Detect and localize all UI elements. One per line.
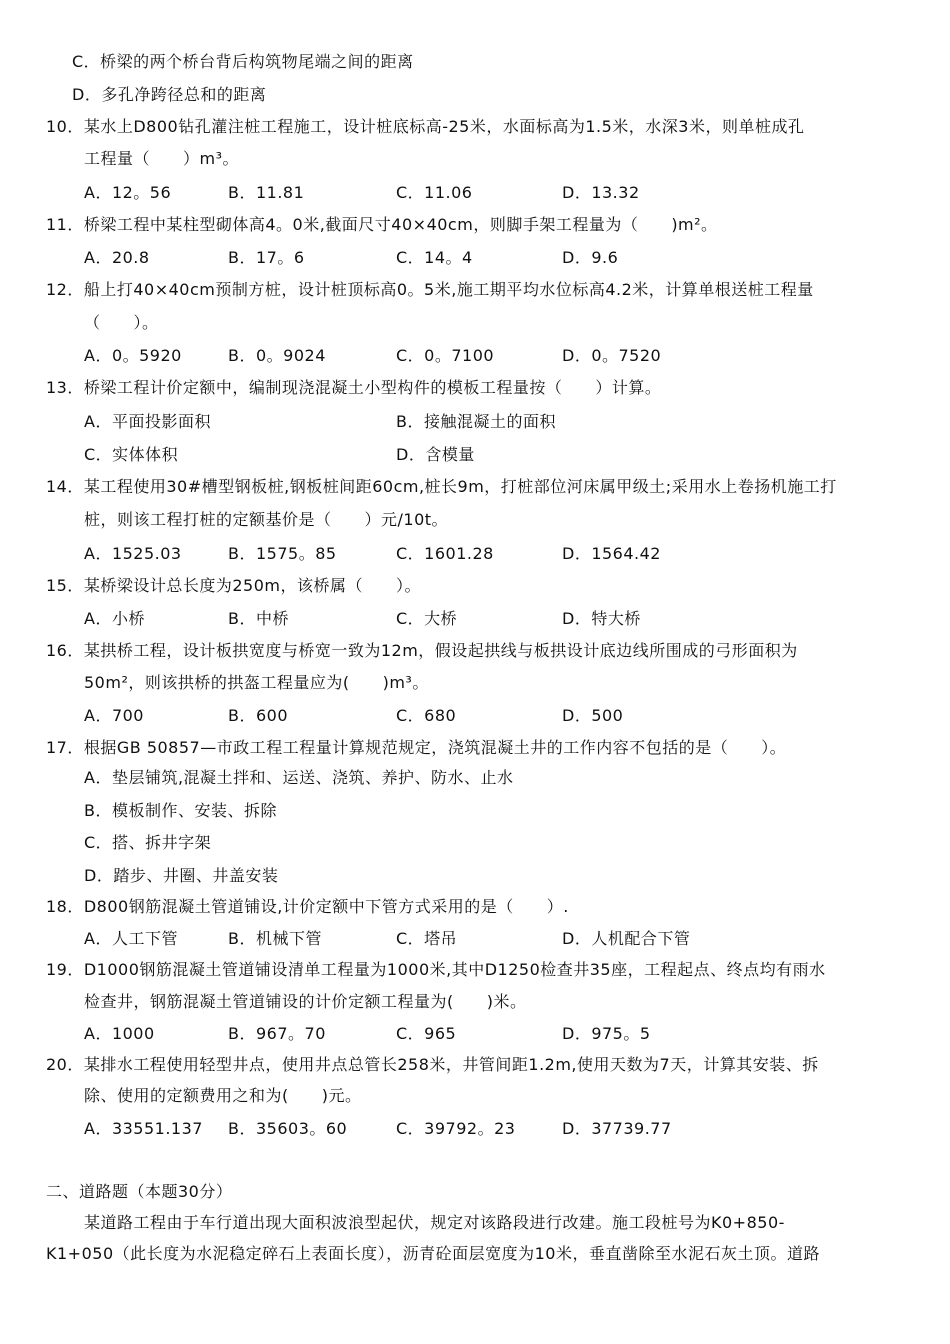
q11-option-c: C．14。4 (396, 248, 473, 267)
q16-option-c: C．680 (396, 706, 457, 725)
q18-option-a: A．人工下管 (84, 929, 178, 948)
question-12-line-2: （ ）。 (84, 313, 159, 332)
q17-option-c: C．搭、拆井字架 (84, 833, 212, 852)
question-10-line-2: 工程量（ ）m³。 (84, 149, 240, 168)
q15-option-a: A．小桥 (84, 609, 145, 628)
question-11-line-1: 11．桥梁工程中某柱型砌体高4。0米,截面尺寸40×40cm，则脚手架工程量为（ )m²。 (46, 215, 718, 234)
question-12-line-1: 12．船上打40×40cm预制方桩，设计桩顶标高0。5米,施工期平均水位标高4.2米，计算单根送桩工程量 (46, 280, 814, 299)
q16-option-d: D．500 (562, 706, 624, 725)
q17-option-d: D．踏步、井圈、井盖安装 (84, 866, 279, 885)
q12-option-c: C．0。7100 (396, 346, 495, 365)
question-13-line-1: 13．桥梁工程计价定额中，编制现浇混凝土小型构件的模板工程量按（ ）计算。 (46, 378, 662, 397)
q20-option-d: D．37739.77 (562, 1119, 672, 1138)
question-20-line-2: 除、使用的定额费用之和为( )元。 (84, 1086, 362, 1105)
q9-option-d: D．多孔净跨径总和的距离 (72, 85, 267, 104)
section-2-paragraph-line-1: 某道路工程由于车行道出现大面积波浪型起伏，规定对该路段进行改建。施工段桩号为K0+850- (84, 1213, 785, 1232)
question-15-line-1: 15．某桥梁设计总长度为250m，该桥属（ ）。 (46, 576, 421, 595)
q10-option-d: D．13.32 (562, 183, 640, 202)
q14-option-b: B．1575。85 (228, 544, 337, 563)
section-2-paragraph-line-2: K1+050（此长度为水泥稳定碎石上表面长度），沥青砼面层宽度为10米，垂直凿除至水泥石灰土顶。道路 (46, 1244, 820, 1263)
question-19-line-2: 检查井，钢筋混凝土管道铺设的计价定额工程量为( )米。 (84, 992, 527, 1011)
q13-option-b: B．接触混凝土的面积 (396, 412, 556, 431)
q14-option-d: D．1564.42 (562, 544, 661, 563)
q15-option-c: C．大桥 (396, 609, 458, 628)
q18-option-c: C．塔吊 (396, 929, 458, 948)
q10-option-a: A．12。56 (84, 183, 172, 202)
q12-option-b: B．0。9024 (228, 346, 326, 365)
q13-option-a: A．平面投影面积 (84, 412, 211, 431)
q16-option-a: A．700 (84, 706, 144, 725)
q14-option-a: A．1525.03 (84, 544, 182, 563)
q15-option-d: D．特大桥 (562, 609, 641, 628)
q14-option-c: C．1601.28 (396, 544, 494, 563)
question-14-line-2: 桩，则该工程打桩的定额基价是（ ）元/10t。 (84, 510, 449, 529)
q10-option-c: C．11.06 (396, 183, 473, 202)
question-16-line-1: 16．某拱桥工程，设计板拱宽度与桥宽一致为12m，假设起拱线与板拱设计底边线所围成的弓形面积为 (46, 641, 798, 660)
q19-option-d: D．975。5 (562, 1024, 651, 1043)
q18-option-b: B．机械下管 (228, 929, 322, 948)
question-17-line-1: 17．根据GB 50857—市政工程工程量计算规范规定，浇筑混凝土井的工作内容不包括的是（ ）。 (46, 738, 787, 757)
q12-option-d: D．0。7520 (562, 346, 662, 365)
q9-option-c: C．桥梁的两个桥台背后构筑物尾端之间的距离 (72, 52, 414, 71)
q19-option-b: B．967。70 (228, 1024, 326, 1043)
q20-option-c: C．39792。23 (396, 1119, 516, 1138)
section-2-title: 二、道路题（本题30分） (46, 1182, 233, 1201)
question-18-line-1: 18．D800钢筋混凝土管道铺设,计价定额中下管方式采用的是（ ）. (46, 897, 569, 916)
q17-option-b: B．模板制作、安装、拆除 (84, 801, 277, 820)
q18-option-d: D．人机配合下管 (562, 929, 691, 948)
q10-option-b: B．11.81 (228, 183, 305, 202)
q20-option-a: A．33551.137 (84, 1119, 203, 1138)
q11-option-b: B．17。6 (228, 248, 305, 267)
q17-option-a: A．垫层铺筑,混凝土拌和、运送、浇筑、养护、防水、止水 (84, 768, 514, 787)
question-20-line-1: 20．某排水工程使用轻型井点，使用井点总管长258米，井管间距1.2m,使用天数为7天，计算其安装、拆 (46, 1055, 819, 1074)
q11-option-d: D．9.6 (562, 248, 619, 267)
q20-option-b: B．35603。60 (228, 1119, 348, 1138)
q19-option-a: A．1000 (84, 1024, 155, 1043)
question-16-line-2: 50m²，则该拱桥的拱盔工程量应为( )m³。 (84, 673, 429, 692)
q15-option-b: B．中桥 (228, 609, 289, 628)
q12-option-a: A．0。5920 (84, 346, 182, 365)
q13-option-c: C．实体体积 (84, 445, 179, 464)
q19-option-c: C．965 (396, 1024, 457, 1043)
q13-option-d: D．含模量 (396, 445, 475, 464)
question-10-line-1: 10．某水上D800钻孔灌注桩工程施工，设计桩底标高-25米，水面标高为1.5米，水深3米，则单桩成孔 (46, 117, 805, 136)
question-14-line-1: 14．某工程使用30#槽型钢板桩,钢板桩间距60cm,桩长9m，打桩部位河床属甲级土;采用水上卷扬机施工打 (46, 477, 837, 496)
q16-option-b: B．600 (228, 706, 289, 725)
q11-option-a: A．20.8 (84, 248, 150, 267)
question-19-line-1: 19．D1000钢筋混凝土管道铺设清单工程量为1000米,其中D1250检查井35座，工程起点、终点均有雨水 (46, 960, 826, 979)
